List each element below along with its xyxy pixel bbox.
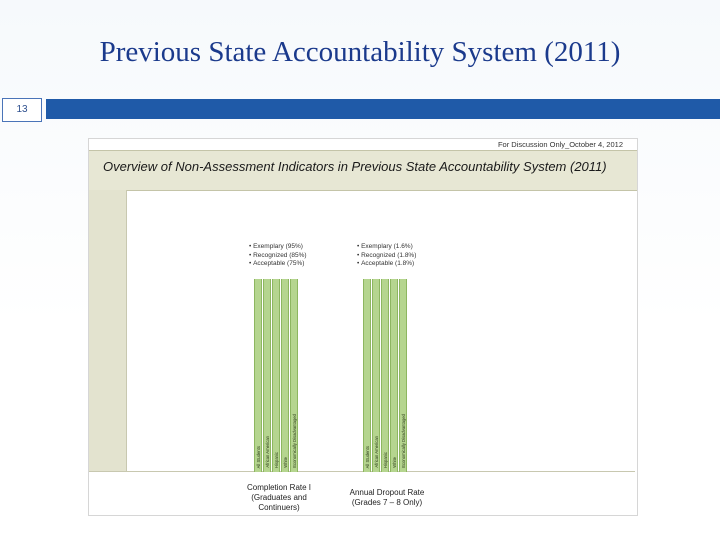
column-label: Hispanic — [383, 451, 388, 468]
embedded-figure — [88, 138, 638, 516]
column-label: All Students — [365, 445, 370, 468]
column-label: Hispanic — [274, 451, 279, 468]
slide-number: 13 — [2, 98, 42, 122]
dropout-rate-caption — [337, 488, 437, 508]
criteria-item: • Exemplary (1.6%) — [357, 243, 416, 252]
indicator-panel — [89, 190, 635, 472]
column-label: African American — [265, 436, 270, 468]
caption-line: (Grades 7 – 8 Only) — [351, 498, 423, 507]
student-group-column — [399, 279, 407, 472]
student-group-column — [363, 279, 371, 472]
student-group-column — [254, 279, 262, 472]
slide-title: Previous State Accountability System (2011) — [99, 36, 621, 68]
column-label: Economically Disadvantaged — [401, 414, 406, 468]
figure-header-band — [89, 150, 637, 191]
criteria-item: • Exemplary (95%) — [249, 243, 307, 252]
criteria-item: • Recognized (85%) — [249, 252, 307, 261]
criteria-item: • Recognized (1.8%) — [357, 252, 416, 261]
criteria-item: • Acceptable (1.8%) — [357, 260, 416, 269]
student-group-column — [390, 279, 398, 472]
caption-line: Completion Rate I — [246, 483, 312, 492]
student-group-column — [263, 279, 271, 472]
completion-rate-caption — [229, 483, 329, 513]
student-group-column — [290, 279, 298, 472]
column-label: Economically Disadvantaged — [292, 414, 297, 468]
column-label: White — [392, 457, 397, 468]
column-label: White — [283, 457, 288, 468]
student-group-column — [381, 279, 389, 472]
caption-line: Annual Dropout Rate — [349, 488, 425, 497]
student-group-column — [281, 279, 289, 472]
criteria-item: • Acceptable (75%) — [249, 260, 307, 269]
student-group-column — [272, 279, 280, 472]
column-label: All Students — [256, 445, 261, 468]
completion-criteria-list — [249, 243, 307, 269]
title-rule-bar — [46, 99, 720, 119]
figure-title: Overview of Non-Assessment Indicators in Previous State Accountability System (2011) — [103, 159, 607, 174]
discussion-note: For Discussion Only_October 4, 2012 — [497, 140, 623, 149]
column-label: African American — [374, 436, 379, 468]
student-group-column — [372, 279, 380, 472]
dropout-criteria-list — [357, 243, 416, 269]
caption-line: Continuers) — [258, 503, 300, 512]
caption-line: (Graduates and — [251, 493, 307, 502]
